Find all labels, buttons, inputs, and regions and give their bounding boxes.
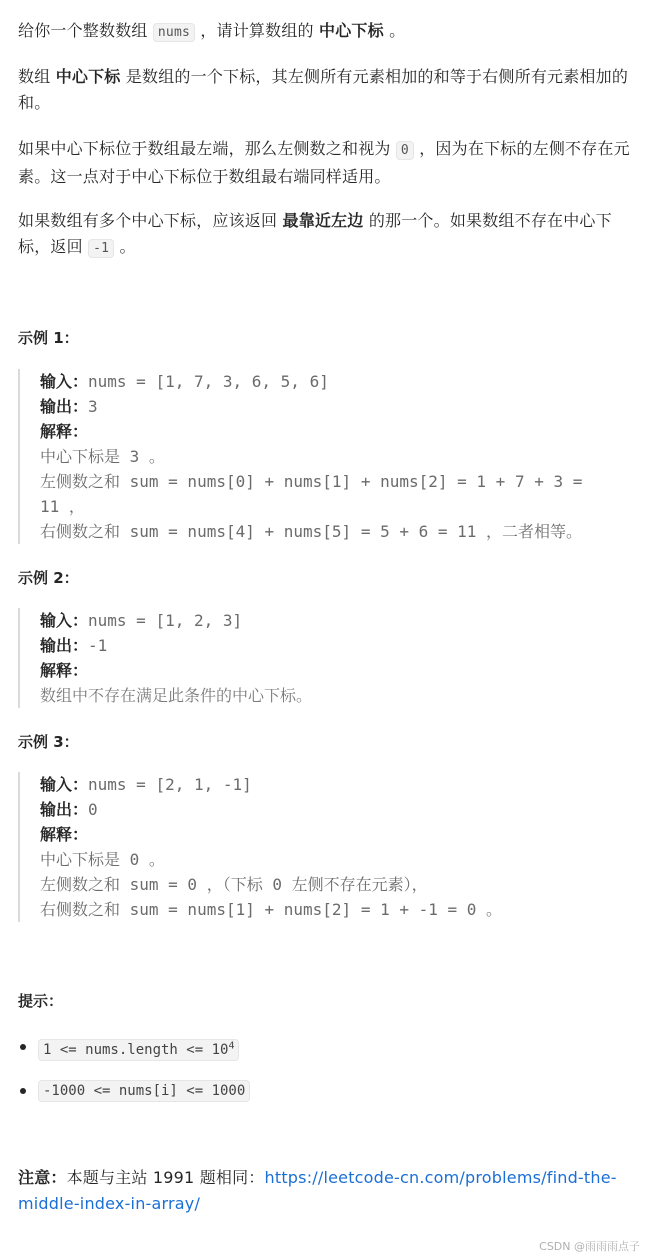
example-3-output: 输出：0 <box>40 800 98 819</box>
bold-term: 最靠近左边 <box>282 211 364 230</box>
intro-paragraph-3 <box>18 136 638 190</box>
code-minus-one: -1 <box>88 239 114 258</box>
intro-paragraph-4 <box>18 208 638 262</box>
example-2-output: 输出：-1 <box>40 636 108 655</box>
bold-term: 中心下标 <box>55 67 121 86</box>
example-3-input: 输入：nums = [2, 1, -1] <box>40 775 252 794</box>
example-3-explain-label: 解释： <box>40 825 89 844</box>
intro-text: 。 <box>389 21 406 40</box>
intro-text: ，请计算数组的 <box>200 21 314 40</box>
hint-code: 1 <= nums.length <= $10^4$ <box>38 1039 239 1061</box>
intro-paragraph-2 <box>18 64 638 116</box>
bold-term: 中心下标 <box>319 21 384 40</box>
intro-text: 是数组的一个下标，其左侧所有元素相加的和等于右侧所有元素相加的和。 <box>18 67 629 112</box>
note-paragraph <box>18 1165 638 1217</box>
code-nums: nums <box>153 23 195 42</box>
example-2-explain-line: 数组中不存在满足此条件的中心下标。 <box>40 686 313 705</box>
example-3-title: 示例 3： <box>18 733 79 751</box>
hints-list <box>18 1034 618 1103</box>
hint-item <box>18 1034 618 1062</box>
hint-item <box>18 1078 618 1103</box>
example-1-explain-line: 11 ， <box>40 497 85 516</box>
example-1-explain-label: 解释： <box>40 422 89 441</box>
intro-text: 如果中心下标位于数组最左端，那么左侧数之和视为 <box>18 139 391 158</box>
example-1-explain-line: 右侧数之和 sum = nums[4] + nums[5] = 5 + 6 = 11 ，二者相等。 <box>40 522 583 541</box>
example-1-input: 输入：nums = [1, 7, 3, 6, 5, 6] <box>40 372 329 391</box>
example-3-block <box>18 772 640 922</box>
intro-text: 。 <box>119 237 136 256</box>
example-2-block <box>18 608 640 708</box>
example-3-explain-line: 左侧数之和 sum = 0 ，（下标 0 左侧不存在元素）， <box>40 875 428 894</box>
example-2-title: 示例 2： <box>18 569 79 587</box>
note-text: 本题与主站 1991 题相同： <box>66 1168 265 1187</box>
intro-paragraph-1 <box>18 18 638 46</box>
example-2-explain-label: 解释： <box>40 661 89 680</box>
example-1-title: 示例 1： <box>18 329 79 347</box>
example-1-explain-line: 左侧数之和 sum = nums[0] + nums[1] + nums[2] = 1 + 7 + 3 = <box>40 472 583 491</box>
intro-text: 如果数组有多个中心下标，应该返回 <box>18 211 278 230</box>
hint-code: -1000 <= nums[i] <= 1000 <box>38 1080 250 1102</box>
example-1-explain-line: 中心下标是 3 。 <box>40 447 165 466</box>
example-3-explain-line: 中心下标是 0 。 <box>40 850 165 869</box>
problem-link[interactable]: https://leetcode-cn.com/problems/find-the-middle-index-in-array/ <box>18 1168 617 1213</box>
code-zero: 0 <box>396 141 414 160</box>
intro-text: 给你一个整数数组 <box>18 21 148 40</box>
intro-text: ，因为在下标的左侧不存在元素。这一点对于中心下标位于数组最右端同样适用。 <box>18 139 630 186</box>
intro-text: 的那一个。如果数组不存在中心下标，返回 <box>18 211 612 256</box>
hints-title: 提示： <box>18 992 64 1010</box>
example-3-explain-line: 右侧数之和 sum = nums[1] + nums[2] = 1 + -1 = 0 。 <box>40 900 503 919</box>
note-label: 注意： <box>18 1168 67 1187</box>
superscript: 4 <box>228 1040 235 1051</box>
example-2-input: 输入：nums = [1, 2, 3] <box>40 611 243 630</box>
example-1-output: 输出：3 <box>40 397 98 416</box>
intro-text: 数组 <box>18 67 51 86</box>
example-1-block <box>18 369 640 544</box>
watermark: CSDN @雨雨雨点子 <box>539 1240 640 1253</box>
